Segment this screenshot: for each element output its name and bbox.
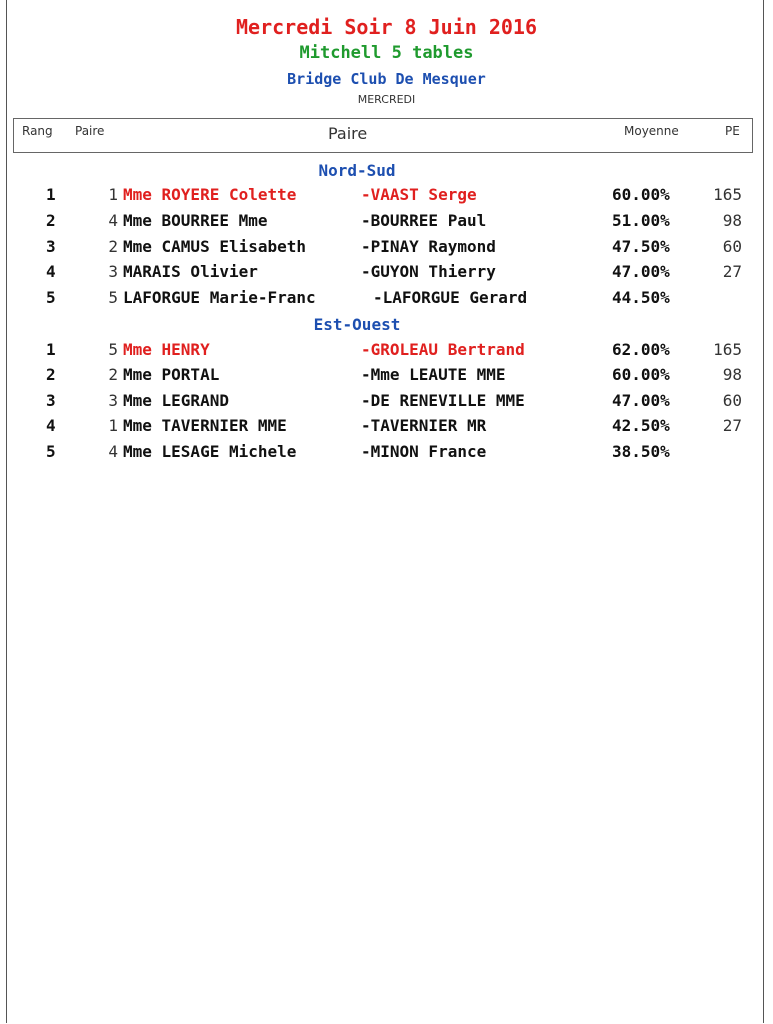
player-two: -BOURREE Paul	[361, 211, 487, 230]
average-score: 47.50%	[612, 237, 670, 256]
player-one: LAFORGUE Marie-Franc	[123, 288, 316, 307]
table-row	[0, 442, 773, 467]
document-title: Mercredi Soir 8 Juin 2016	[235, 15, 538, 39]
table-row	[0, 262, 773, 287]
pair-number: 1	[108, 185, 118, 204]
pe-points: 60	[722, 391, 742, 410]
rank: 5	[46, 288, 56, 307]
day-label: MERCREDI	[357, 93, 416, 106]
player-one: MARAIS Olivier	[123, 262, 258, 281]
average-score: 51.00%	[612, 211, 670, 230]
rank: 5	[46, 442, 56, 461]
page-border	[6, 0, 764, 1023]
club-name: Bridge Club De Mesquer	[287, 70, 486, 88]
rank: 2	[46, 211, 56, 230]
average-score: 44.50%	[612, 288, 670, 307]
average-score: 47.00%	[612, 391, 670, 410]
player-two: -MINON France	[361, 442, 487, 461]
header-rang: Rang	[22, 124, 53, 138]
pair-number: 3	[108, 391, 118, 410]
player-two: -VAAST Serge	[361, 185, 477, 204]
section-title-nord-sud: Nord-Sud	[318, 161, 396, 180]
player-one: Mme ROYERE Colette	[123, 185, 297, 204]
pe-points: 98	[722, 211, 742, 230]
header-moyenne: Moyenne	[624, 124, 679, 138]
pe-points: 27	[722, 262, 742, 281]
player-one: Mme LEGRAND	[123, 391, 229, 410]
pe-points: 60	[722, 237, 742, 256]
player-one: Mme PORTAL	[123, 365, 220, 384]
pair-number: 2	[108, 365, 118, 384]
table-row	[0, 391, 773, 416]
rank: 4	[46, 262, 56, 281]
header-paire: Paire	[328, 124, 368, 143]
pair-number: 5	[108, 288, 118, 307]
player-one: Mme BOURREE Mme	[123, 211, 268, 230]
table-row	[0, 185, 773, 210]
pair-number: 3	[108, 262, 118, 281]
table-row	[0, 211, 773, 236]
player-one: Mme HENRY	[123, 340, 210, 359]
pair-number: 4	[108, 211, 118, 230]
rank: 4	[46, 416, 56, 435]
rank: 2	[46, 365, 56, 384]
rank: 1	[46, 185, 56, 204]
rank: 1	[46, 340, 56, 359]
average-score: 62.00%	[612, 340, 670, 359]
table-row	[0, 288, 773, 313]
average-score: 38.50%	[612, 442, 670, 461]
player-two: -TAVERNIER MR	[361, 416, 487, 435]
pair-number: 4	[108, 442, 118, 461]
table-row	[0, 237, 773, 262]
player-two: -LAFORGUE Gerard	[373, 288, 528, 307]
average-score: 60.00%	[612, 185, 670, 204]
player-one: Mme TAVERNIER MME	[123, 416, 287, 435]
table-row	[0, 365, 773, 390]
table-header	[13, 118, 753, 153]
average-score: 47.00%	[612, 262, 670, 281]
player-two: -DE RENEVILLE MME	[361, 391, 525, 410]
rank: 3	[46, 237, 56, 256]
header-paire-number: Paire	[75, 124, 105, 138]
table-row	[0, 340, 773, 365]
player-one: Mme LESAGE Michele	[123, 442, 297, 461]
average-score: 60.00%	[612, 365, 670, 384]
pe-points: 27	[722, 416, 742, 435]
document-subtitle: Mitchell 5 tables	[299, 43, 474, 63]
pair-number: 5	[108, 340, 118, 359]
header-pe: PE	[725, 124, 740, 138]
pe-points: 165	[713, 340, 742, 359]
pair-number: 1	[108, 416, 118, 435]
player-two: -GROLEAU Bertrand	[361, 340, 525, 359]
pe-points: 98	[722, 365, 742, 384]
pe-points: 165	[713, 185, 742, 204]
player-two: -Mme LEAUTE MME	[361, 365, 506, 384]
section-title-est-ouest: Est-Ouest	[313, 315, 401, 334]
average-score: 42.50%	[612, 416, 670, 435]
pair-number: 2	[108, 237, 118, 256]
player-two: -GUYON Thierry	[361, 262, 496, 281]
player-two: -PINAY Raymond	[361, 237, 496, 256]
player-one: Mme CAMUS Elisabeth	[123, 237, 307, 256]
rank: 3	[46, 391, 56, 410]
table-row	[0, 416, 773, 441]
